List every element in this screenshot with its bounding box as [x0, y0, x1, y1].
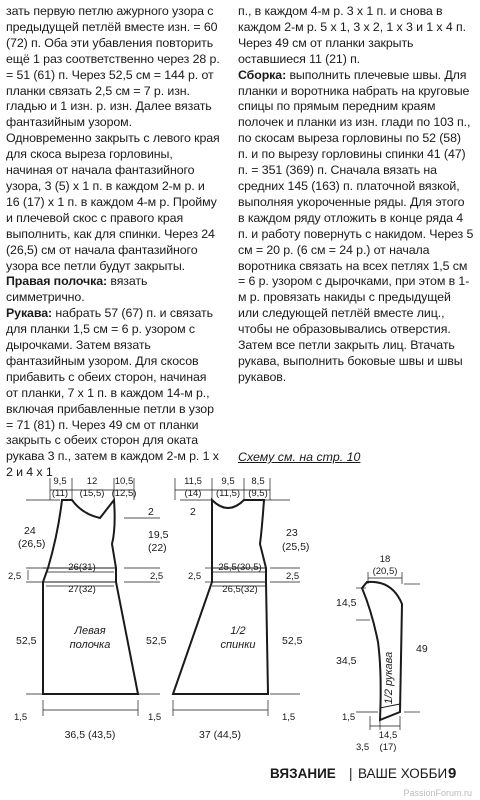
back-dim-11-5: 11,5: [184, 476, 202, 487]
sleeve-dim-18: 18: [379, 554, 391, 565]
sleeve-piece-outline: [362, 582, 402, 720]
sleeve-dim-49: 49: [416, 643, 428, 655]
right-front-text: вязать симметрично.: [6, 274, 148, 305]
front-piece-label-line2: полочка: [69, 639, 111, 651]
paragraph-continuation: зать первую петлю ажурного узора с предыдущей петлёй вместе изн. = 60 (72) п. Оба эти убавления повторить ещё 1 раз соответственно через 28 р. = 51 (61) п. Через 52,5 см = 144 р. от планки связать 2,5 см = 7 р. изн. гладью и 1 изн. р. изн. Далее вязать фантазийным узором. Одновременно закрыть с левого края для скоса выреза горловины, начиная от начала фантазийного узора, 3 (5) х 1 п. в каждом 2-м р. и 16 (17) х 1 п. в каждом 4-м р. Пройму и плечевой скос с правого края выполнить, как для спинки. Через 24 (26,5) см от начала фантазийного узора все петли будут закрыты.: [6, 4, 220, 273]
front-band-width: 27(32): [68, 584, 96, 595]
front-dim-10-5: 10,5: [114, 476, 134, 487]
front-piece-label-line1: Левая: [74, 625, 106, 637]
footer-magazine-title: ВАШЕ ХОББИ: [358, 766, 448, 781]
front-dim-52-5-right: 52,5: [146, 635, 167, 647]
back-dim-2-5-right: 2,5: [286, 571, 300, 582]
sleeve-dim-14-5: 14,5: [336, 597, 357, 609]
sleeve-dim-18-alt: (20,5): [372, 566, 398, 577]
back-dim-11-5-alt: (14): [184, 488, 202, 499]
right-front-heading: Правая полочка:: [6, 274, 108, 289]
front-bottom-width: 36,5 (43,5): [64, 729, 116, 741]
front-dim-1-5-left: 1,5: [14, 712, 28, 723]
front-dim-2: 2: [148, 506, 154, 518]
sleeve-piece-label: 1/2 рукава: [383, 651, 395, 705]
back-dim-8-5: 8,5: [251, 476, 265, 487]
front-dim-19-5-alt: (22): [148, 542, 167, 554]
front-dim-19-5: 19,5: [148, 529, 169, 541]
front-dim-12-alt: (15,5): [79, 488, 105, 499]
watermark: PassionForum.ru: [403, 788, 472, 798]
sleeves-heading: Рукава:: [6, 306, 53, 321]
paragraph-sleeves: [6, 306, 220, 481]
front-yoke-width: 26(31): [68, 562, 96, 573]
back-yoke-width: 25,5(30,5): [218, 562, 262, 573]
sleeve-dim-3-5: 3,5: [356, 742, 370, 753]
back-dim-23-alt: (25,5): [282, 541, 310, 553]
page-footer: [0, 760, 480, 800]
back-band-width: 26,5(32): [222, 584, 258, 595]
footer-section-title: ВЯЗАНИЕ: [270, 766, 336, 781]
front-dim-12: 12: [86, 476, 98, 487]
front-dim-1-5-right: 1,5: [148, 712, 162, 723]
scheme-reference-link[interactable]: Схему см. на стр. 10: [238, 450, 361, 464]
pattern-schematic: [0, 472, 480, 760]
paragraph-sleeve-cap: п., в каждом 4-м р. 3 х 1 п. и снова в каждом 2-м р. 5 х 1, 3 х 2, 1 х 3 и 1 х 4 п. Через 49 см от планки закрыть оставшиеся 11 (21) п.: [238, 4, 466, 66]
sleeve-dim-14-5-bottom-alt: (17): [379, 742, 397, 753]
back-dim-8-5-alt: (9,5): [248, 488, 268, 499]
footer-separator: |: [349, 766, 353, 781]
back-dim-23: 23: [286, 527, 298, 539]
back-dim-2: 2: [190, 506, 196, 518]
back-piece-label-line1: 1/2: [230, 625, 246, 637]
back-piece-outline: [173, 500, 268, 694]
front-dim-2-5-left: 2,5: [8, 571, 22, 582]
back-dim-52-5: 52,5: [282, 635, 303, 647]
front-dim-10-5-alt: (12,5): [111, 488, 137, 499]
back-dim-1-5: 1,5: [282, 712, 296, 723]
sleeve-dim-34-5: 34,5: [336, 655, 357, 667]
paragraph-assembly: [238, 68, 474, 386]
front-dim-9-5: 9,5: [53, 476, 67, 487]
right-text-column: [238, 4, 474, 386]
back-bottom-width: 37 (44,5): [198, 729, 242, 741]
left-text-column: [6, 4, 220, 481]
front-dim-2-5-right: 2,5: [150, 571, 164, 582]
paragraph-right-front: [6, 274, 220, 306]
page-number: 9: [448, 765, 457, 782]
front-dim-9-5-alt: (11): [51, 488, 69, 499]
front-piece-outline: [43, 500, 138, 694]
back-piece-label-line2: спинки: [220, 639, 256, 651]
assembly-heading: Сборка:: [238, 67, 287, 82]
sleeve-dim-14-5-bottom: 14,5: [378, 730, 398, 741]
assembly-text: выполнить плечевые швы. Для планки и воротника набрать на круговые спицы по прямым передним краям полочек и планки из изн. глади по 103 п., по скосам выреза горловины по 52 (58) п. и по вырезу горловины спинки 41 (47) п. = 351 (369) п. Сначала вязать на средних 145 (163) п. платочной вязкой, выполняя укороченные ряды. Для этого в каждом ряду отложить в конце ряда 4 п. и работу повернуть с накидом. Через 5 см = 20 р. (6 см = 24 р.) от начала воротника связать на всех петлях 1,5 см = 6 р. узором с дырочками, при этом в 1-м р. провязать накиды с предыдущей или следующей петлёй вместе лиц., чтобы не образовывались отверстия. Затем все петли закрыть лиц. Втачать рукава, выполнить боковые швы и швы рукавов.: [238, 67, 474, 384]
back-dim-9-5: 9,5: [221, 476, 235, 487]
front-dim-24: 24: [24, 525, 36, 537]
sleeves-text: набрать 57 (67) п. и связать для планки 1,5 см = 6 р. узором с дырочками. Затем вязать фантазийным узором. Для скосов прибавить с обеих сторон, начиная от планки, 7 х 1 п. в каждом 14-м р., включая прибавленные петли в узор = 71 (81) п. Через 49 см от планки закрыть с обеих сторон для оката рукава 3 п., затем в каждом 2-м р. 1 х 2 и 4 х 1: [6, 306, 219, 480]
front-dim-52-5-left: 52,5: [16, 635, 37, 647]
back-dim-9-5-alt: (11,5): [215, 488, 241, 499]
back-dim-2-5-left: 2,5: [188, 571, 202, 582]
front-dim-24-alt: (26,5): [18, 538, 46, 550]
sleeve-dim-1-5: 1,5: [342, 712, 356, 723]
